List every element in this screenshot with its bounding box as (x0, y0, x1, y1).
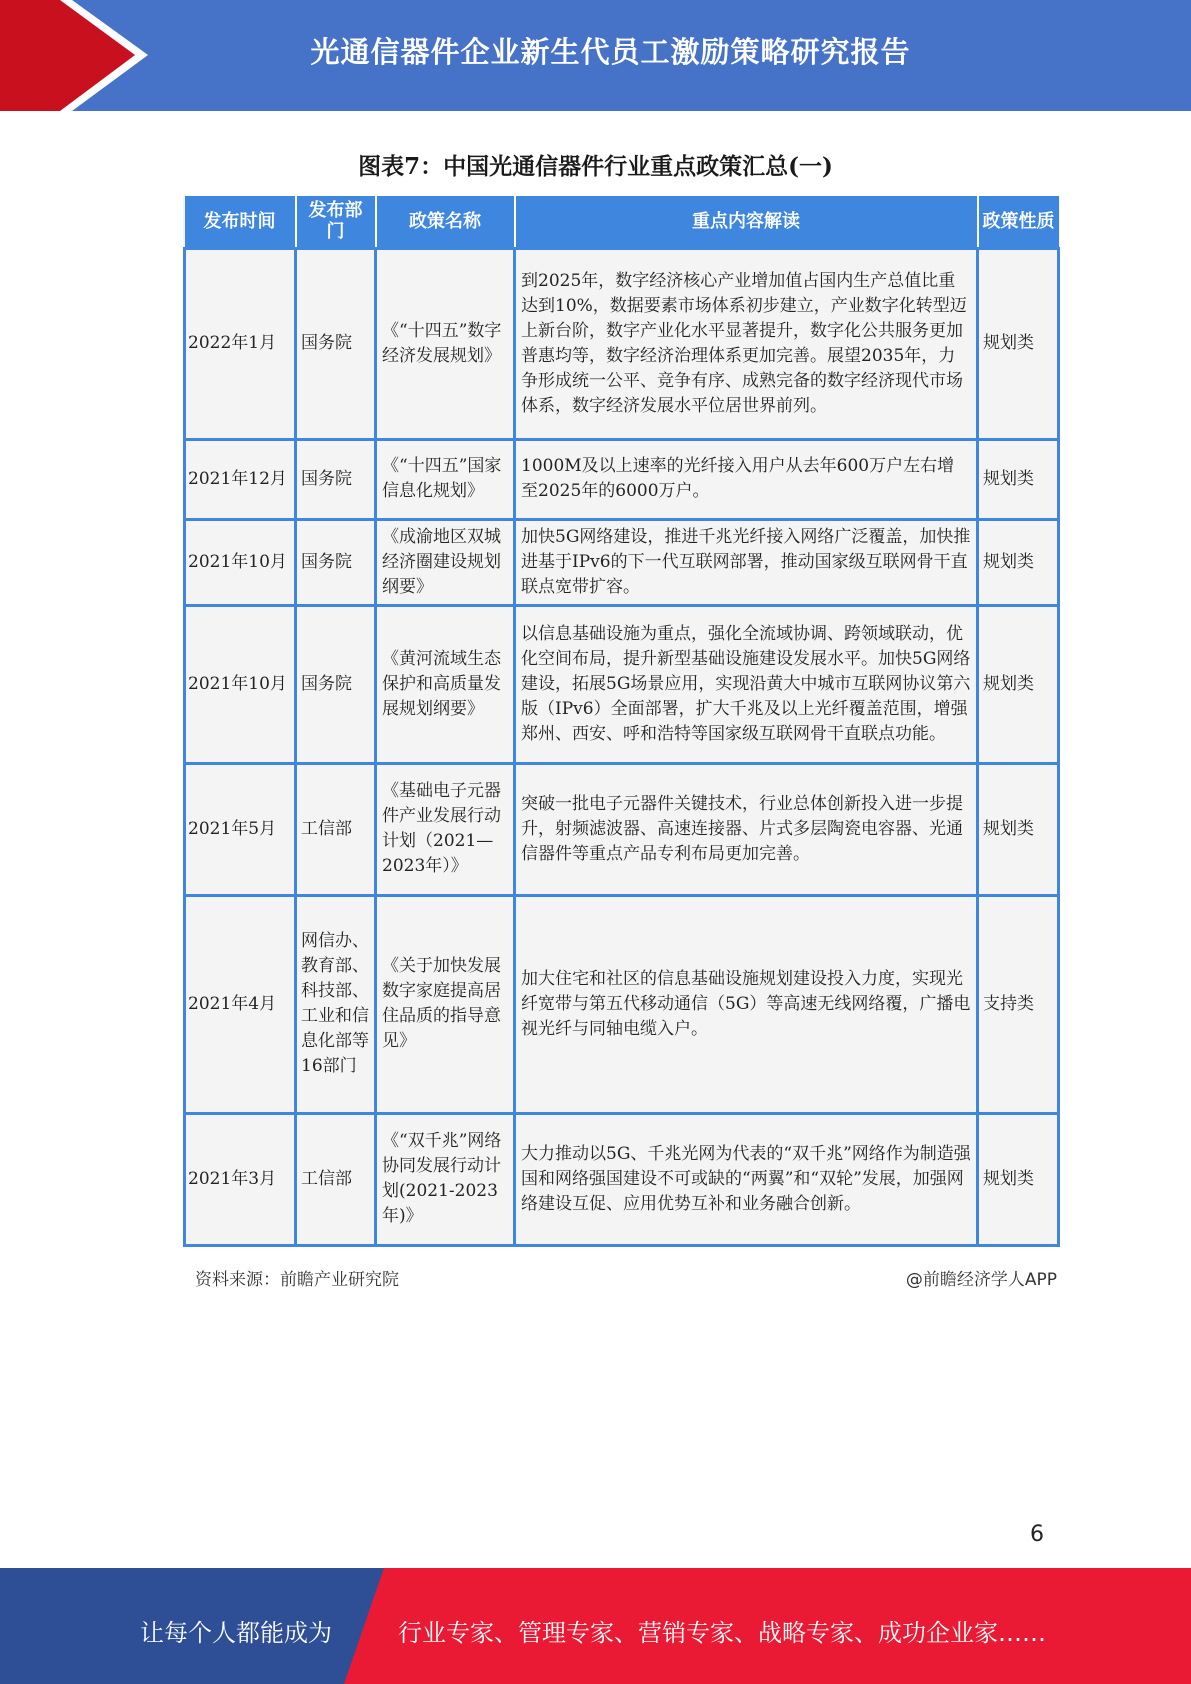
cell-date: 2021年5月 (185, 763, 296, 895)
footer-banner (0, 1568, 1191, 1684)
cell-date: 2021年12月 (185, 439, 296, 519)
cell-content: 大力推动以5G、千兆光网为代表的“双千兆”网络作为制造强国和网络强国建设不可或缺的“两翼”和“双轮”发展，加强网络建设互促、应用优势互补和业务融合创新。 (515, 1113, 978, 1245)
page-number: 6 (1030, 1522, 1044, 1547)
chart-title: 图表7：中国光通信器件行业重点政策汇总(一) (358, 153, 833, 180)
policy-table (183, 196, 1060, 1247)
source-note: 资料来源：前瞻产业研究院 (195, 1270, 399, 1290)
cell-date: 2021年4月 (185, 895, 296, 1113)
cell-date: 2021年10月 (185, 605, 296, 763)
table-row (185, 763, 1059, 895)
header-name: 政策名称 (376, 196, 515, 248)
red-chevron-icon (0, 0, 160, 111)
table-row (185, 439, 1059, 519)
cell-content: 1000M及以上速率的光纤接入用户从去年600万户左右增至2025年的6000万户。 (515, 439, 978, 519)
report-title: 光通信器件企业新生代员工激励策略研究报告 (310, 35, 911, 69)
cell-dept: 工信部 (296, 1113, 376, 1245)
cell-policy-name: 《黄河流域生态保护和高质量发展规划纲要》 (376, 605, 515, 763)
cell-type: 规划类 (978, 439, 1059, 519)
cell-content: 突破一批电子元器件关键技术，行业总体创新投入进一步提升，射频滤波器、高速连接器、片式多层陶瓷电容器、光通信器件等重点产品专利布局更加完善。 (515, 763, 978, 895)
table-row (185, 1113, 1059, 1245)
cell-date: 2021年10月 (185, 519, 296, 605)
cell-content: 加大住宅和社区的信息基础设施规划建设投入力度，实现光纤宽带与第五代移动通信（5G）等高速无线网络覆，广播电视光纤与同轴电缆入户。 (515, 895, 978, 1113)
cell-dept: 国务院 (296, 519, 376, 605)
cell-dept: 国务院 (296, 439, 376, 519)
credit-note: @前瞻经济学人APP (905, 1270, 1057, 1290)
table-row (185, 248, 1059, 439)
cell-policy-name: 《成渝地区双城经济圈建设规划纲要》 (376, 519, 515, 605)
cell-policy-name: 《基础电子元器件产业发展行动计划（2021—2023年）》 (376, 763, 515, 895)
policy-table-container (183, 196, 1057, 1247)
cell-policy-name: 《“双千兆”网络协同发展行动计划(2021-2023年)》 (376, 1113, 515, 1245)
header-type: 政策性质 (978, 196, 1059, 248)
table-row (185, 519, 1059, 605)
table-row (185, 605, 1059, 763)
header-content: 重点内容解读 (515, 196, 978, 248)
cell-type: 支持类 (978, 895, 1059, 1113)
cell-dept: 网信办、教育部、科技部、工业和信息化部等16部门 (296, 895, 376, 1113)
table-header-row (185, 196, 1059, 248)
cell-policy-name: 《关于加快发展数字家庭提高居住品质的指导意见》 (376, 895, 515, 1113)
cell-date: 2021年3月 (185, 1113, 296, 1245)
cell-content: 加快5G网络建设，推进千兆光纤接入网络广泛覆盖，加快推进基于IPv6的下一代互联网部署，推动国家级互联网骨干直联点宽带扩容。 (515, 519, 978, 605)
header-dept: 发布部门 (296, 196, 376, 248)
cell-dept: 工信部 (296, 763, 376, 895)
cell-type: 规划类 (978, 1113, 1059, 1245)
cell-type: 规划类 (978, 763, 1059, 895)
cell-policy-name: 《“十四五”数字经济发展规划》 (376, 248, 515, 439)
header-banner (0, 0, 1191, 111)
cell-content: 到2025年，数字经济核心产业增加值占国内生产总值比重达到10%，数据要素市场体系初步建立，产业数字化转型迈上新台阶，数字产业化水平显著提升，数字化公共服务更加普惠均等，数字经济治理体系更加完善。展望2035年，力争形成统一公平、竞争有序、成熟完备的数字经济现代市场体系，数字经济发展水平位居世界前列。 (515, 248, 978, 439)
cell-dept: 国务院 (296, 605, 376, 763)
footer-slogan-right: 行业专家、管理专家、营销专家、战略专家、成功企业家…… (398, 1619, 1046, 1647)
cell-type: 规划类 (978, 248, 1059, 439)
cell-type: 规划类 (978, 605, 1059, 763)
cell-type: 规划类 (978, 519, 1059, 605)
cell-policy-name: 《“十四五”国家信息化规划》 (376, 439, 515, 519)
header-date: 发布时间 (185, 196, 296, 248)
cell-dept: 国务院 (296, 248, 376, 439)
footer-slogan-left: 让每个人都能成为 (140, 1619, 332, 1647)
table-row (185, 895, 1059, 1113)
cell-date: 2022年1月 (185, 248, 296, 439)
cell-content: 以信息基础设施为重点，强化全流域协调、跨领域联动，优化空间布局，提升新型基础设施建设发展水平。加快5G网络建设，拓展5G场景应用，实现沿黄大中城市互联网协议第六版（IPv6）全面部署，扩大千兆及以上光纤覆盖范围，增强郑州、西安、呼和浩特等国家级互联网骨干直联点功能。 (515, 605, 978, 763)
